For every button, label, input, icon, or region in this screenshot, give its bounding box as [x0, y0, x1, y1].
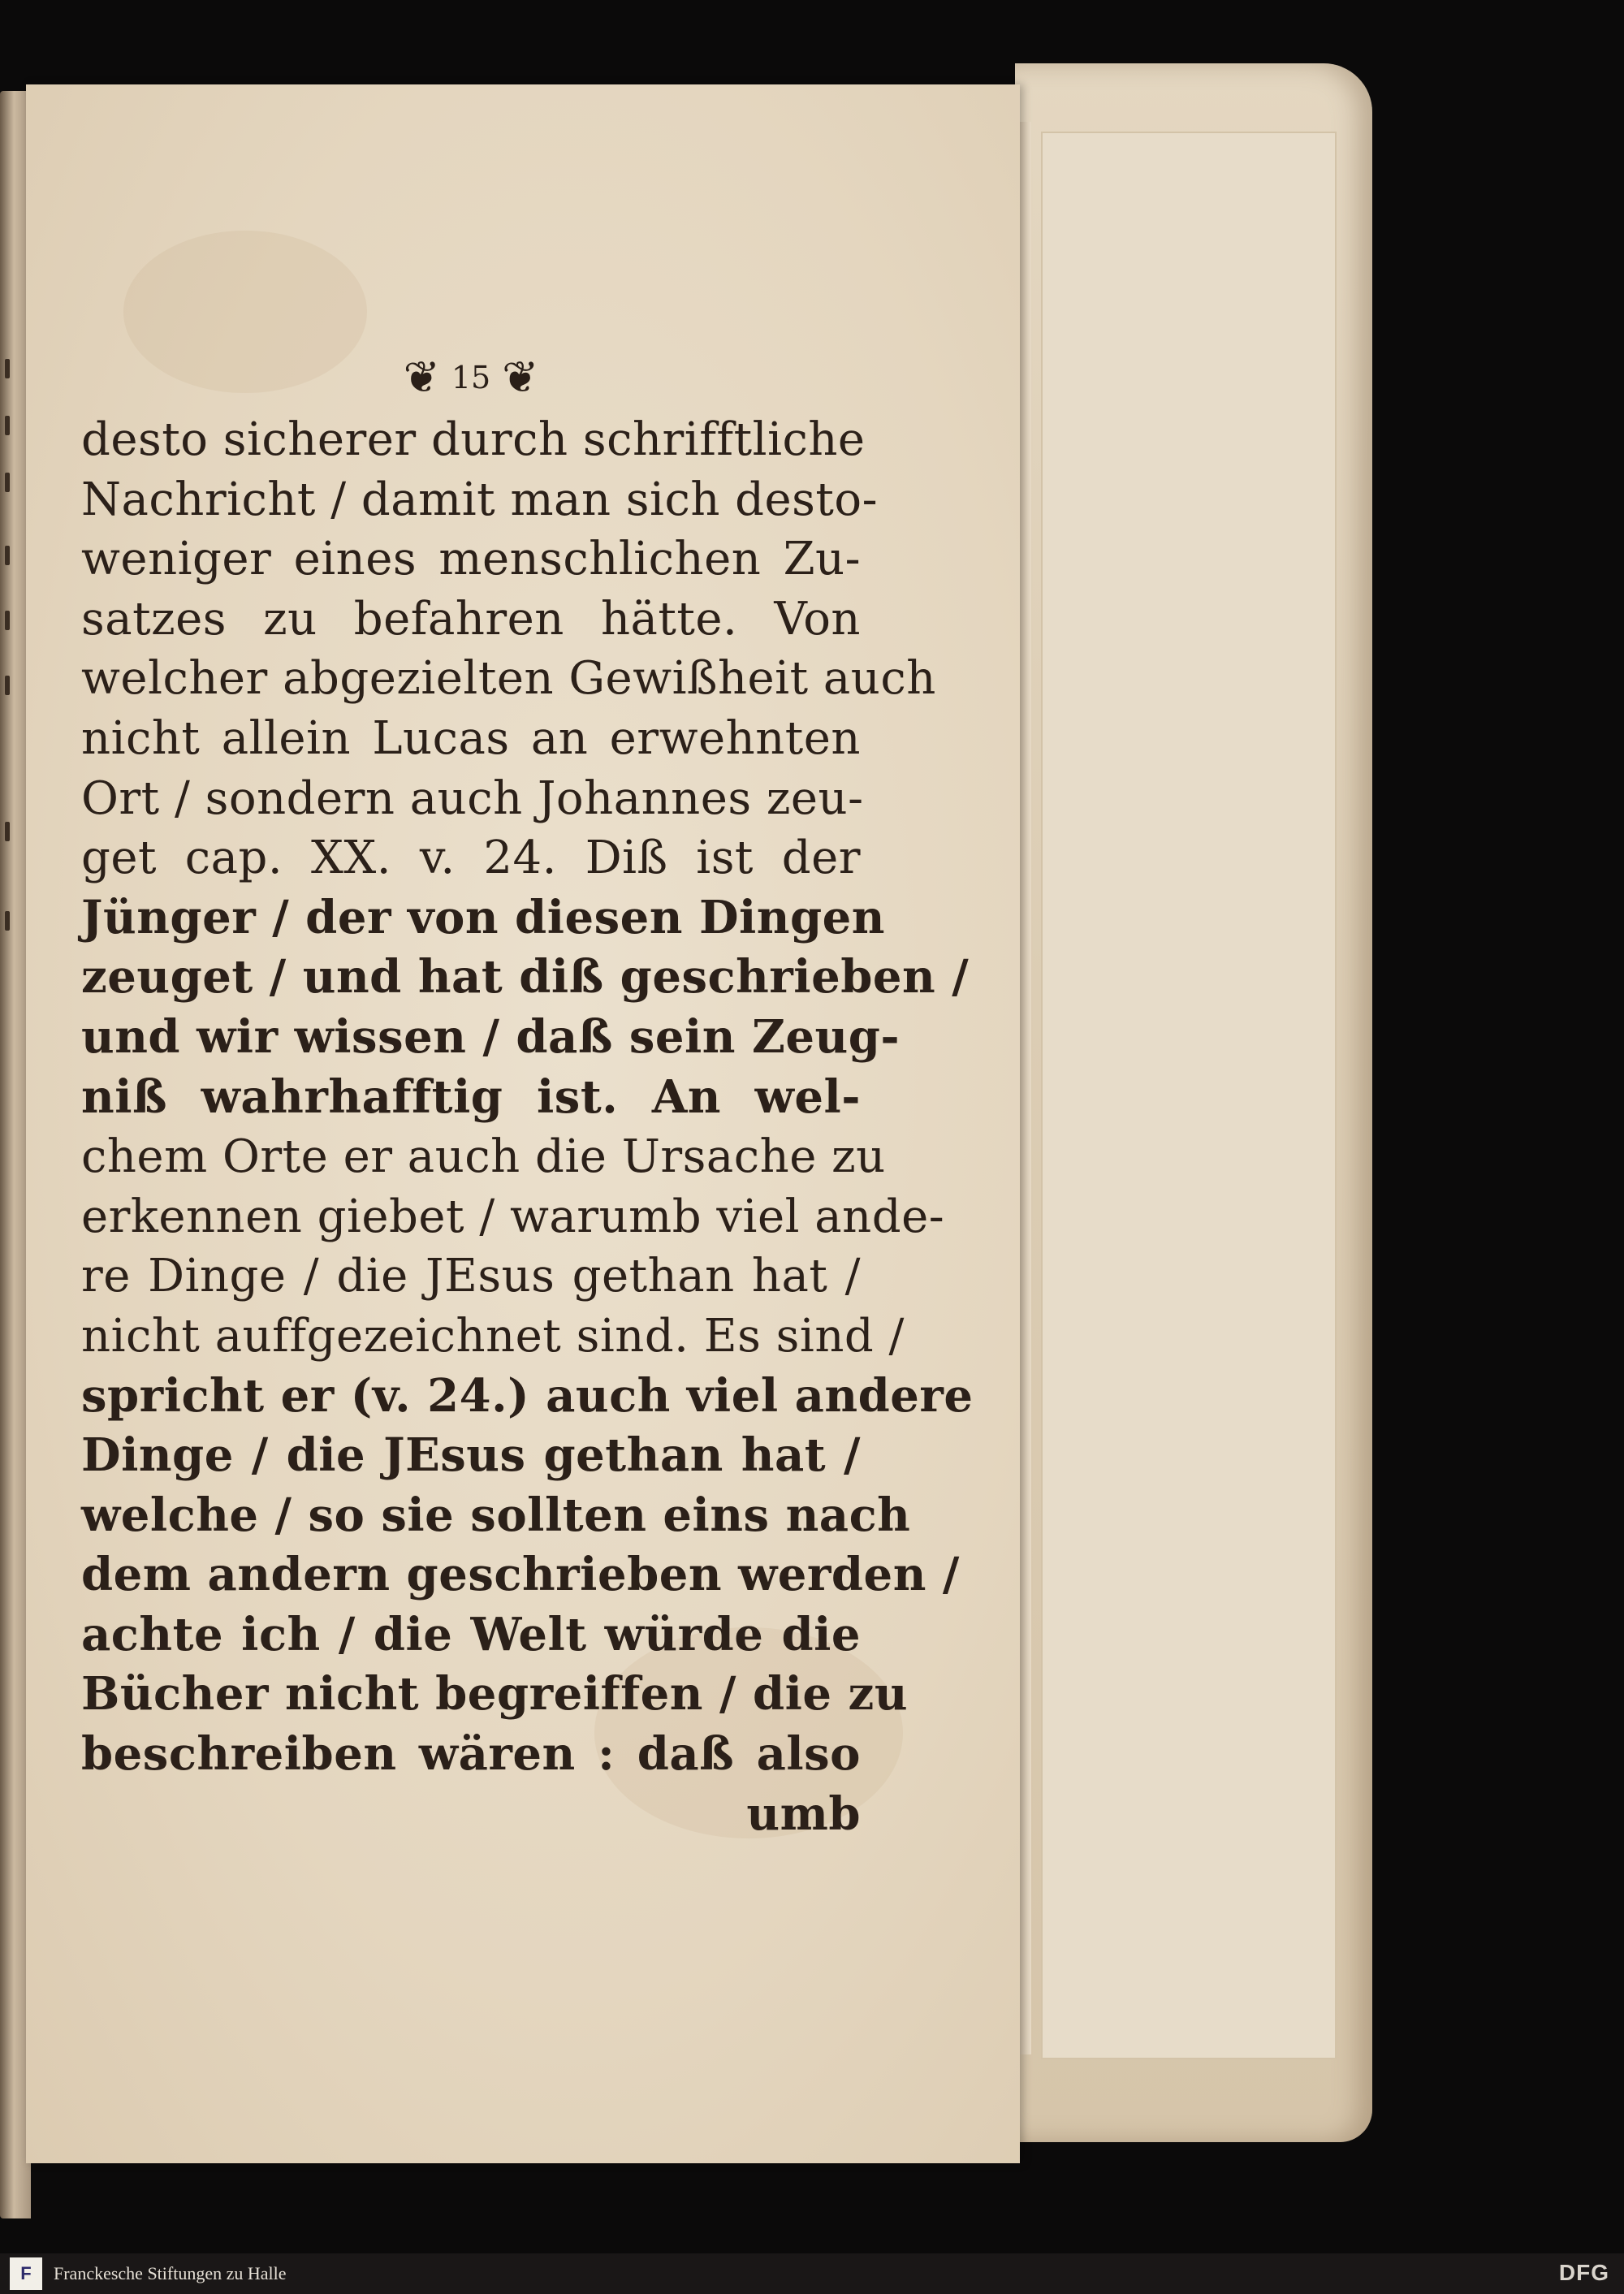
text-line: welche / so sie sollten eins nach — [81, 1488, 911, 1542]
text-line: satzes zu befahren hätte. Von — [81, 592, 861, 646]
ornament-right-icon: ❦ — [502, 352, 539, 403]
text-line: Ort / sondern auch Johannes zeu- — [81, 771, 864, 825]
text-line: Dinge / die JEsus gethan hat / — [81, 1428, 861, 1483]
facing-page-text-marks — [3, 91, 19, 2218]
text-line: spricht er (v. 24.) auch viel andere — [81, 1368, 974, 1423]
text-line: erkennen giebet / warumb viel ande- — [81, 1190, 945, 1243]
text-line: zeuget / und hat diß geschrieben / — [81, 950, 970, 1004]
text-line: welcher abgezielten Gewißheit auch — [81, 652, 936, 706]
text-line: chem Orte er auch die Ursache zu — [81, 1130, 886, 1184]
text-line: dem andern geschrieben werden / — [81, 1548, 960, 1602]
text-line: und wir wissen / daß sein Zeug- — [81, 1009, 901, 1064]
text-line: Bücher nicht begreiffen / die zu — [81, 1667, 909, 1722]
foldout-leaf-panel — [1041, 132, 1337, 2059]
institution-name: Franckesche Stiftungen zu Halle — [54, 2263, 287, 2283]
institution-logo-icon — [10, 2257, 42, 2290]
text-line: desto sicherer durch schrifftliche — [81, 413, 866, 466]
ornament-left-icon: ❦ — [403, 352, 440, 403]
catchword: umb — [746, 1786, 861, 1841]
text-line: beschreiben wären : daß also — [81, 1727, 861, 1782]
dfg-logo: DFG — [1558, 2260, 1609, 2285]
text-line: get cap. XX. v. 24. Diß ist der — [81, 832, 861, 885]
running-header — [309, 349, 633, 406]
text-line: weniger eines menschlichen Zu- — [81, 533, 861, 586]
text-line: Jünger / der von diesen Dingen — [81, 890, 886, 944]
text-line: achte ich / die Welt würde die — [81, 1607, 861, 1661]
viewer-footer — [0, 2253, 1624, 2294]
body-text — [81, 410, 974, 1844]
institution-logo-text: F — [20, 2263, 32, 2283]
text-line: nicht auffgezeichnet sind. Es sind / — [81, 1309, 905, 1363]
text-line: re Dinge / die JEsus gethan hat / — [81, 1250, 861, 1303]
text-line: nicht allein Lucas an erwehnten — [81, 711, 861, 765]
text-line: niß wahrhafftig ist. An wel- — [81, 1069, 861, 1124]
text-line: Nachricht / damit man sich desto- — [81, 473, 879, 526]
page-number: 15 — [451, 360, 491, 395]
